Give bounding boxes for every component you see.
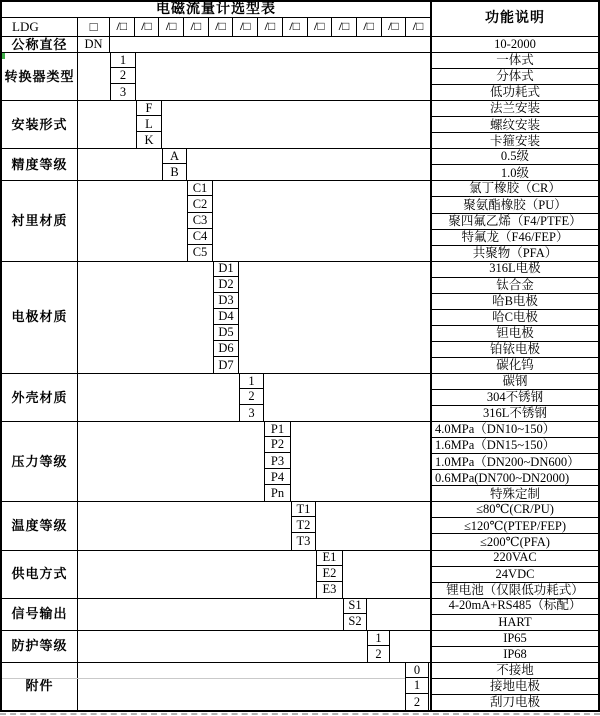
function-cell: 特殊定制 <box>432 485 598 501</box>
code-cell: D6 <box>213 341 239 357</box>
code-cell: 2 <box>239 389 264 405</box>
code-cell: D1 <box>213 261 239 277</box>
function-cell: 卡箍安装 <box>432 132 598 148</box>
code-cell: T2 <box>291 517 316 533</box>
code-cell: S1 <box>343 598 367 614</box>
function-cell: 铂铱电极 <box>432 341 598 357</box>
function-cell: 4-20mA+RS485（标配） <box>448 598 582 613</box>
code-cell: D3 <box>213 293 239 309</box>
code-cell: L <box>136 116 162 132</box>
category-label-power-supply: 供电方式 <box>2 550 78 598</box>
model-slot: /□ <box>381 17 406 36</box>
group-divider <box>2 421 598 422</box>
function-cell: 氯丁橡胶（CR） <box>469 181 561 196</box>
code-cell: 1 <box>239 373 264 389</box>
code-cell: C4 <box>187 229 213 245</box>
category-label-liner-material: 衬里材质 <box>2 180 78 260</box>
code-cell: T3 <box>291 533 316 549</box>
function-cell: 24VDC <box>432 566 598 582</box>
model-dn-box: □ <box>78 17 110 36</box>
group-divider <box>2 100 598 101</box>
code-cell: P2 <box>264 437 291 453</box>
group-divider <box>2 148 598 149</box>
function-cell: 316L不锈钢 <box>432 405 598 421</box>
function-cell: 哈B电极 <box>432 293 598 309</box>
code-cell: 3 <box>239 405 264 421</box>
function-cell: 锂电池（仅限低功耗式） <box>432 582 598 598</box>
function-cell: 4.0MPa（DN10~150） <box>435 421 556 436</box>
model-slot: /□ <box>331 17 356 36</box>
code-cell: A <box>162 148 187 164</box>
group-divider <box>2 261 598 262</box>
function-cell: 刮刀电极 <box>432 694 598 710</box>
code-cell: B <box>162 164 187 180</box>
function-cell: 接地电极 <box>432 678 598 694</box>
model-slot: /□ <box>232 17 257 36</box>
function-cell: 钛合金 <box>432 277 598 293</box>
function-cell: HART <box>432 614 598 630</box>
code-cell: D2 <box>213 277 239 293</box>
green-artifact <box>2 52 5 59</box>
code-cell: D5 <box>213 325 239 341</box>
function-cell: 1.0级 <box>432 164 598 180</box>
model-slot: /□ <box>356 17 381 36</box>
function-cell: 分体式 <box>432 68 598 84</box>
code-cell: Pn <box>264 485 291 501</box>
code-cell: K <box>136 132 162 148</box>
code-cell: 2 <box>110 68 136 84</box>
model-prefix: LDG <box>2 17 78 36</box>
model-slot: /□ <box>183 17 208 36</box>
function-cell: 钽电极 <box>432 325 598 341</box>
function-cell: ≤120℃(PTEP/FEP) <box>432 517 598 533</box>
function-cell: 哈C电极 <box>432 309 598 325</box>
code-cell: 0 <box>405 662 429 678</box>
function-cell: 220VAC <box>493 550 537 565</box>
code-cell: 1 <box>405 678 429 694</box>
code-cell: 2 <box>405 694 429 710</box>
code-cell: E1 <box>316 550 343 566</box>
category-label-electrode-material: 电极材质 <box>2 261 78 373</box>
function-cell: 1.0MPa（DN200~DN600） <box>432 453 598 469</box>
group-divider <box>2 550 598 551</box>
group-divider <box>2 180 598 181</box>
category-label-temperature-rating: 温度等级 <box>2 501 78 549</box>
category-label-housing-material: 外壳材质 <box>2 373 78 421</box>
model-slot: /□ <box>257 17 282 36</box>
function-cell: 螺纹安装 <box>432 116 598 132</box>
category-label-installation-form: 安装形式 <box>2 100 78 148</box>
code-cell: 3 <box>110 84 136 100</box>
function-cell: 聚氨酯橡胶（PU） <box>432 196 598 212</box>
category-label-accessories: 附件 <box>2 662 78 710</box>
category-label-accuracy-grade: 精度等级 <box>2 148 78 180</box>
function-cell: 聚四氟乙烯（F4/PTFE） <box>432 213 598 229</box>
function-cell: 一体式 <box>496 52 534 67</box>
function-cell: 共聚物（PFA） <box>432 245 598 261</box>
code-cell: T1 <box>291 501 316 517</box>
faint-gridline <box>2 678 405 679</box>
page-break-dashes <box>0 713 600 715</box>
function-cell: 304不锈钢 <box>432 389 598 405</box>
code-cell: E3 <box>316 582 343 598</box>
function-cell: 10-2000 <box>494 36 536 51</box>
code-cell: C5 <box>187 245 213 261</box>
function-cell: 碳化钨 <box>432 357 598 373</box>
model-slot: /□ <box>116 19 128 33</box>
function-cell: 0.6MPa(DN700~DN2000) <box>432 469 598 485</box>
model-slot: /□ <box>134 17 159 36</box>
model-slot: /□ <box>282 17 307 36</box>
function-cell: IP65 <box>503 630 527 645</box>
code-cell: E2 <box>316 566 343 582</box>
code-cell: D4 <box>213 309 239 325</box>
function-cell: 316L电极 <box>489 261 541 276</box>
code-cell: D7 <box>213 357 239 373</box>
code-cell: DN <box>78 36 110 52</box>
function-cell: 不接地 <box>496 662 534 677</box>
code-cell: C1 <box>187 180 213 196</box>
category-label-converter-type: 转换器类型 <box>2 52 78 100</box>
model-slot: /□ <box>208 17 233 36</box>
table-title: 电磁流量计选型表 <box>156 1 276 17</box>
code-cell: S2 <box>343 614 367 630</box>
function-cell: 0.5级 <box>500 149 530 164</box>
function-cell: 碳钢 <box>502 373 528 388</box>
function-cell: IP68 <box>432 646 598 662</box>
group-divider <box>2 662 598 663</box>
group-divider <box>2 373 598 374</box>
category-label-signal-output: 信号输出 <box>2 598 78 630</box>
model-slot: /□ <box>158 17 183 36</box>
model-slot: /□ <box>307 17 332 36</box>
function-cell: 低功耗式 <box>432 84 598 100</box>
code-cell: P4 <box>264 469 291 485</box>
function-cell: ≤200℃(PFA) <box>432 533 598 549</box>
function-column-header: 功能说明 <box>430 2 598 36</box>
category-label-protection-rating: 防护等级 <box>2 630 78 662</box>
category-label-pressure-rating: 压力等级 <box>2 421 78 501</box>
code-cell: P1 <box>264 421 291 437</box>
function-cell: 特氟龙（F46/FEP） <box>432 229 598 245</box>
category-label-nominal-diameter: 公称直径 <box>2 36 78 52</box>
function-column-divider <box>430 2 432 710</box>
code-cell: 2 <box>367 646 390 662</box>
code-cell: F <box>136 100 162 116</box>
group-divider <box>2 501 598 502</box>
code-cell: C3 <box>187 213 213 229</box>
code-cell: C2 <box>187 196 213 212</box>
code-cell: 1 <box>110 52 136 68</box>
group-divider <box>2 52 598 53</box>
code-cell: 1 <box>367 630 390 646</box>
function-cell: 法兰安装 <box>489 100 540 115</box>
model-slot-row <box>110 17 430 36</box>
group-divider <box>2 598 598 599</box>
group-divider <box>2 630 598 631</box>
function-cell: 1.6MPa（DN15~150） <box>432 437 598 453</box>
code-cell: P3 <box>264 453 291 469</box>
model-slot: /□ <box>405 17 430 36</box>
function-cell: ≤80℃(CR/PU) <box>476 502 554 517</box>
